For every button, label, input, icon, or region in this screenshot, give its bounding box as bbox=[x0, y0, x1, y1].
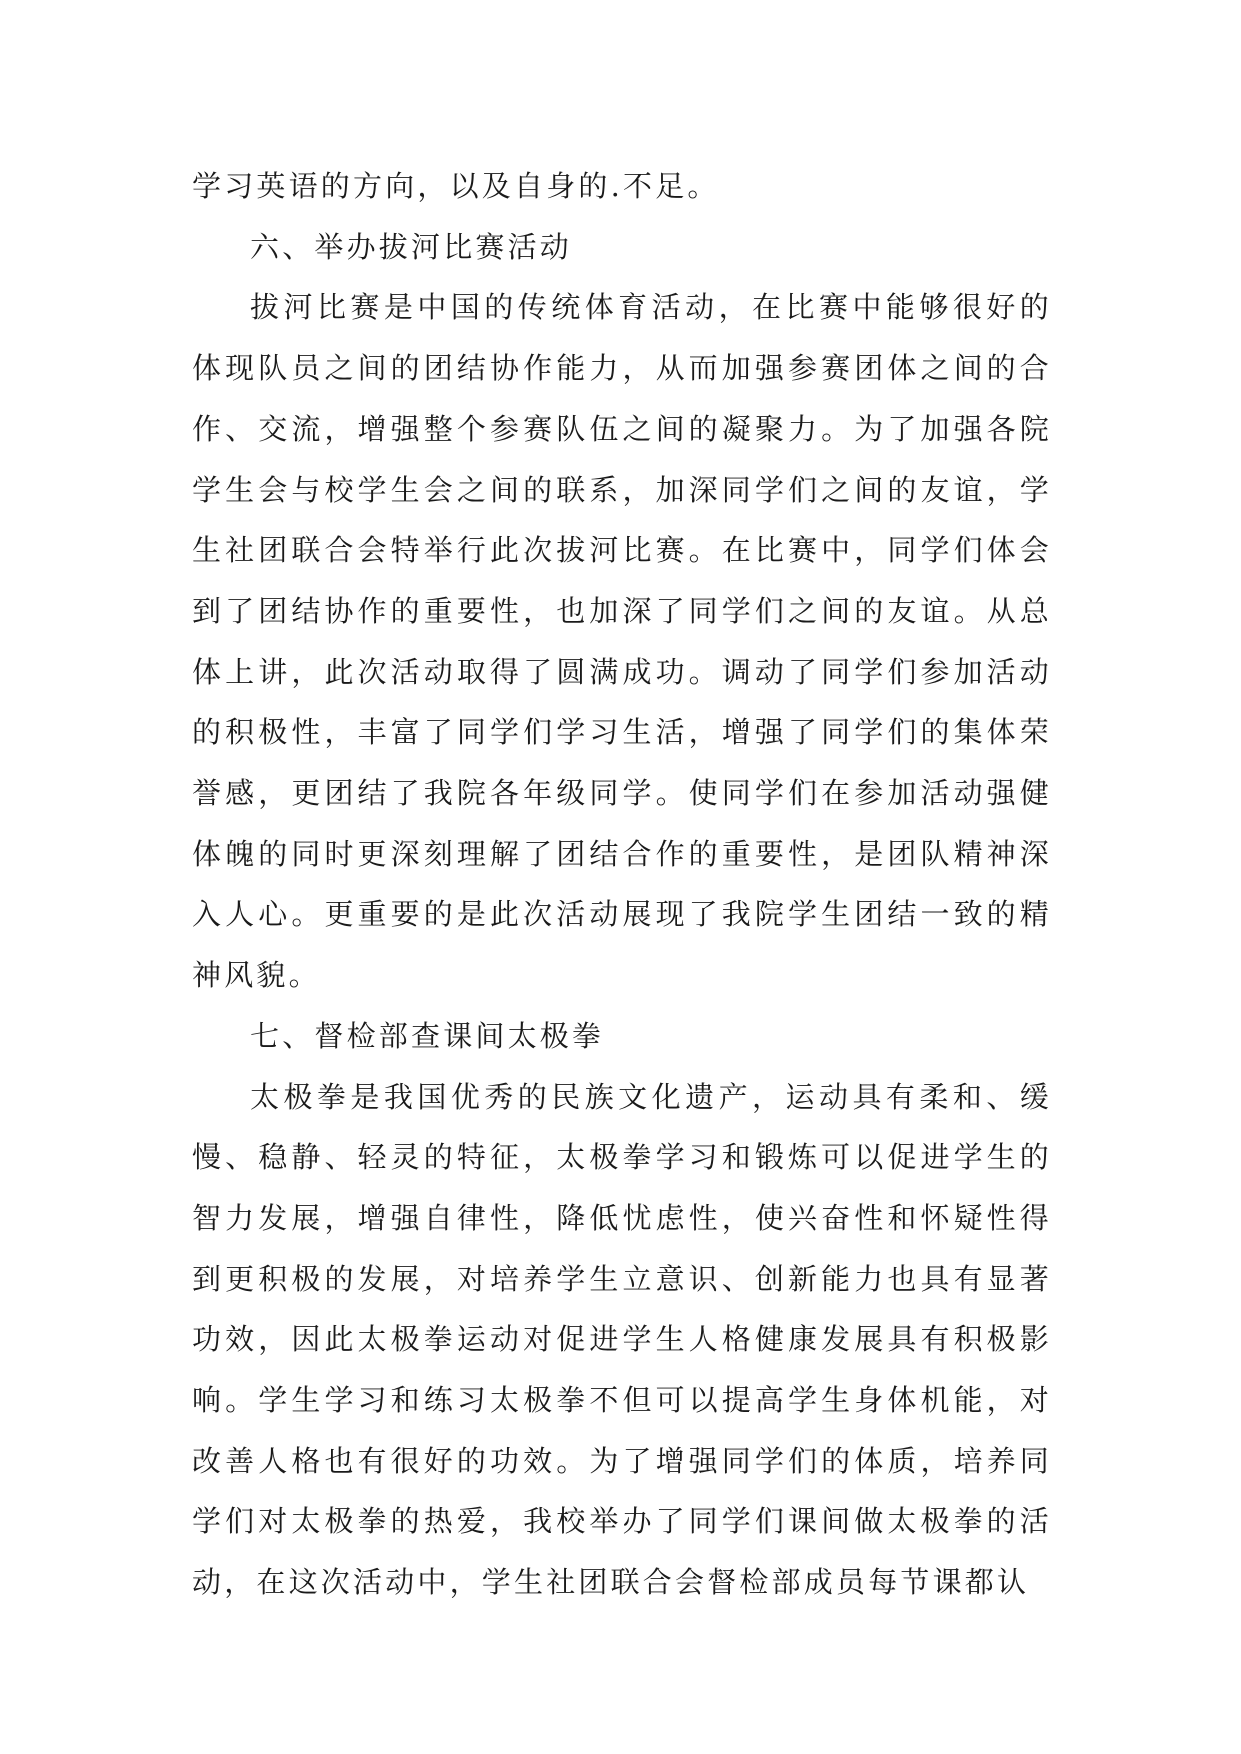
section-6-heading: 六、举办拔河比赛活动 bbox=[250, 229, 573, 264]
paragraph-intro-tail: 学习英语的方向，以及自身的.不足。 bbox=[192, 169, 720, 203]
section-7-paragraph: 太极拳是我国优秀的民族文化遗产，运动具有柔和、缓慢、稳静、轻灵的特征，太极拳学习和锻炼可以促进学生的智力发展，增强自律性，降低忧虑性，使兴奋性和怀疑性得到更积极的发展，对培养学生立意识、创新能力也具有显著功效，因此太极拳运动对促进学生人格健康发展具有积极影响。学生学习和练习太极拳不但可以提高学生身体机能，对改善人格也有很好的功效。为了增强同学们的体质，培养同学们对太极拳的热爱，我校举办了同学们课间做太极拳的活动，在这次活动中，学生社团联合会督检部成员每节课都认 bbox=[192, 1079, 1052, 1600]
document-body bbox=[192, 156, 1052, 1613]
section-6-paragraph: 拔河比赛是中国的传统体育活动，在比赛中能够很好的体现队员之间的团结协作能力，从而加强参赛团体之间的合作、交流，增强整个参赛队伍之间的凝聚力。为了加强各院学生会与校学生会之间的联系，加深同学们之间的友谊，学生社团联合会特举行此次拔河比赛。在比赛中，同学们体会到了团结协作的重要性，也加深了同学们之间的友谊。从总体上讲，此次活动取得了圆满成功。调动了同学们参加活动的积极性，丰富了同学们学习生活，增强了同学们的集体荣誉感，更团结了我院各年级同学。使同学们在参加活动强健体魄的同时更深刻理解了团结合作的重要性，是团队精神深入人心。更重要的是此次活动展现了我院学生团结一致的精神风貌。 bbox=[192, 290, 1052, 993]
section-7-heading: 七、督检部查课间太极拳 bbox=[250, 1018, 605, 1053]
